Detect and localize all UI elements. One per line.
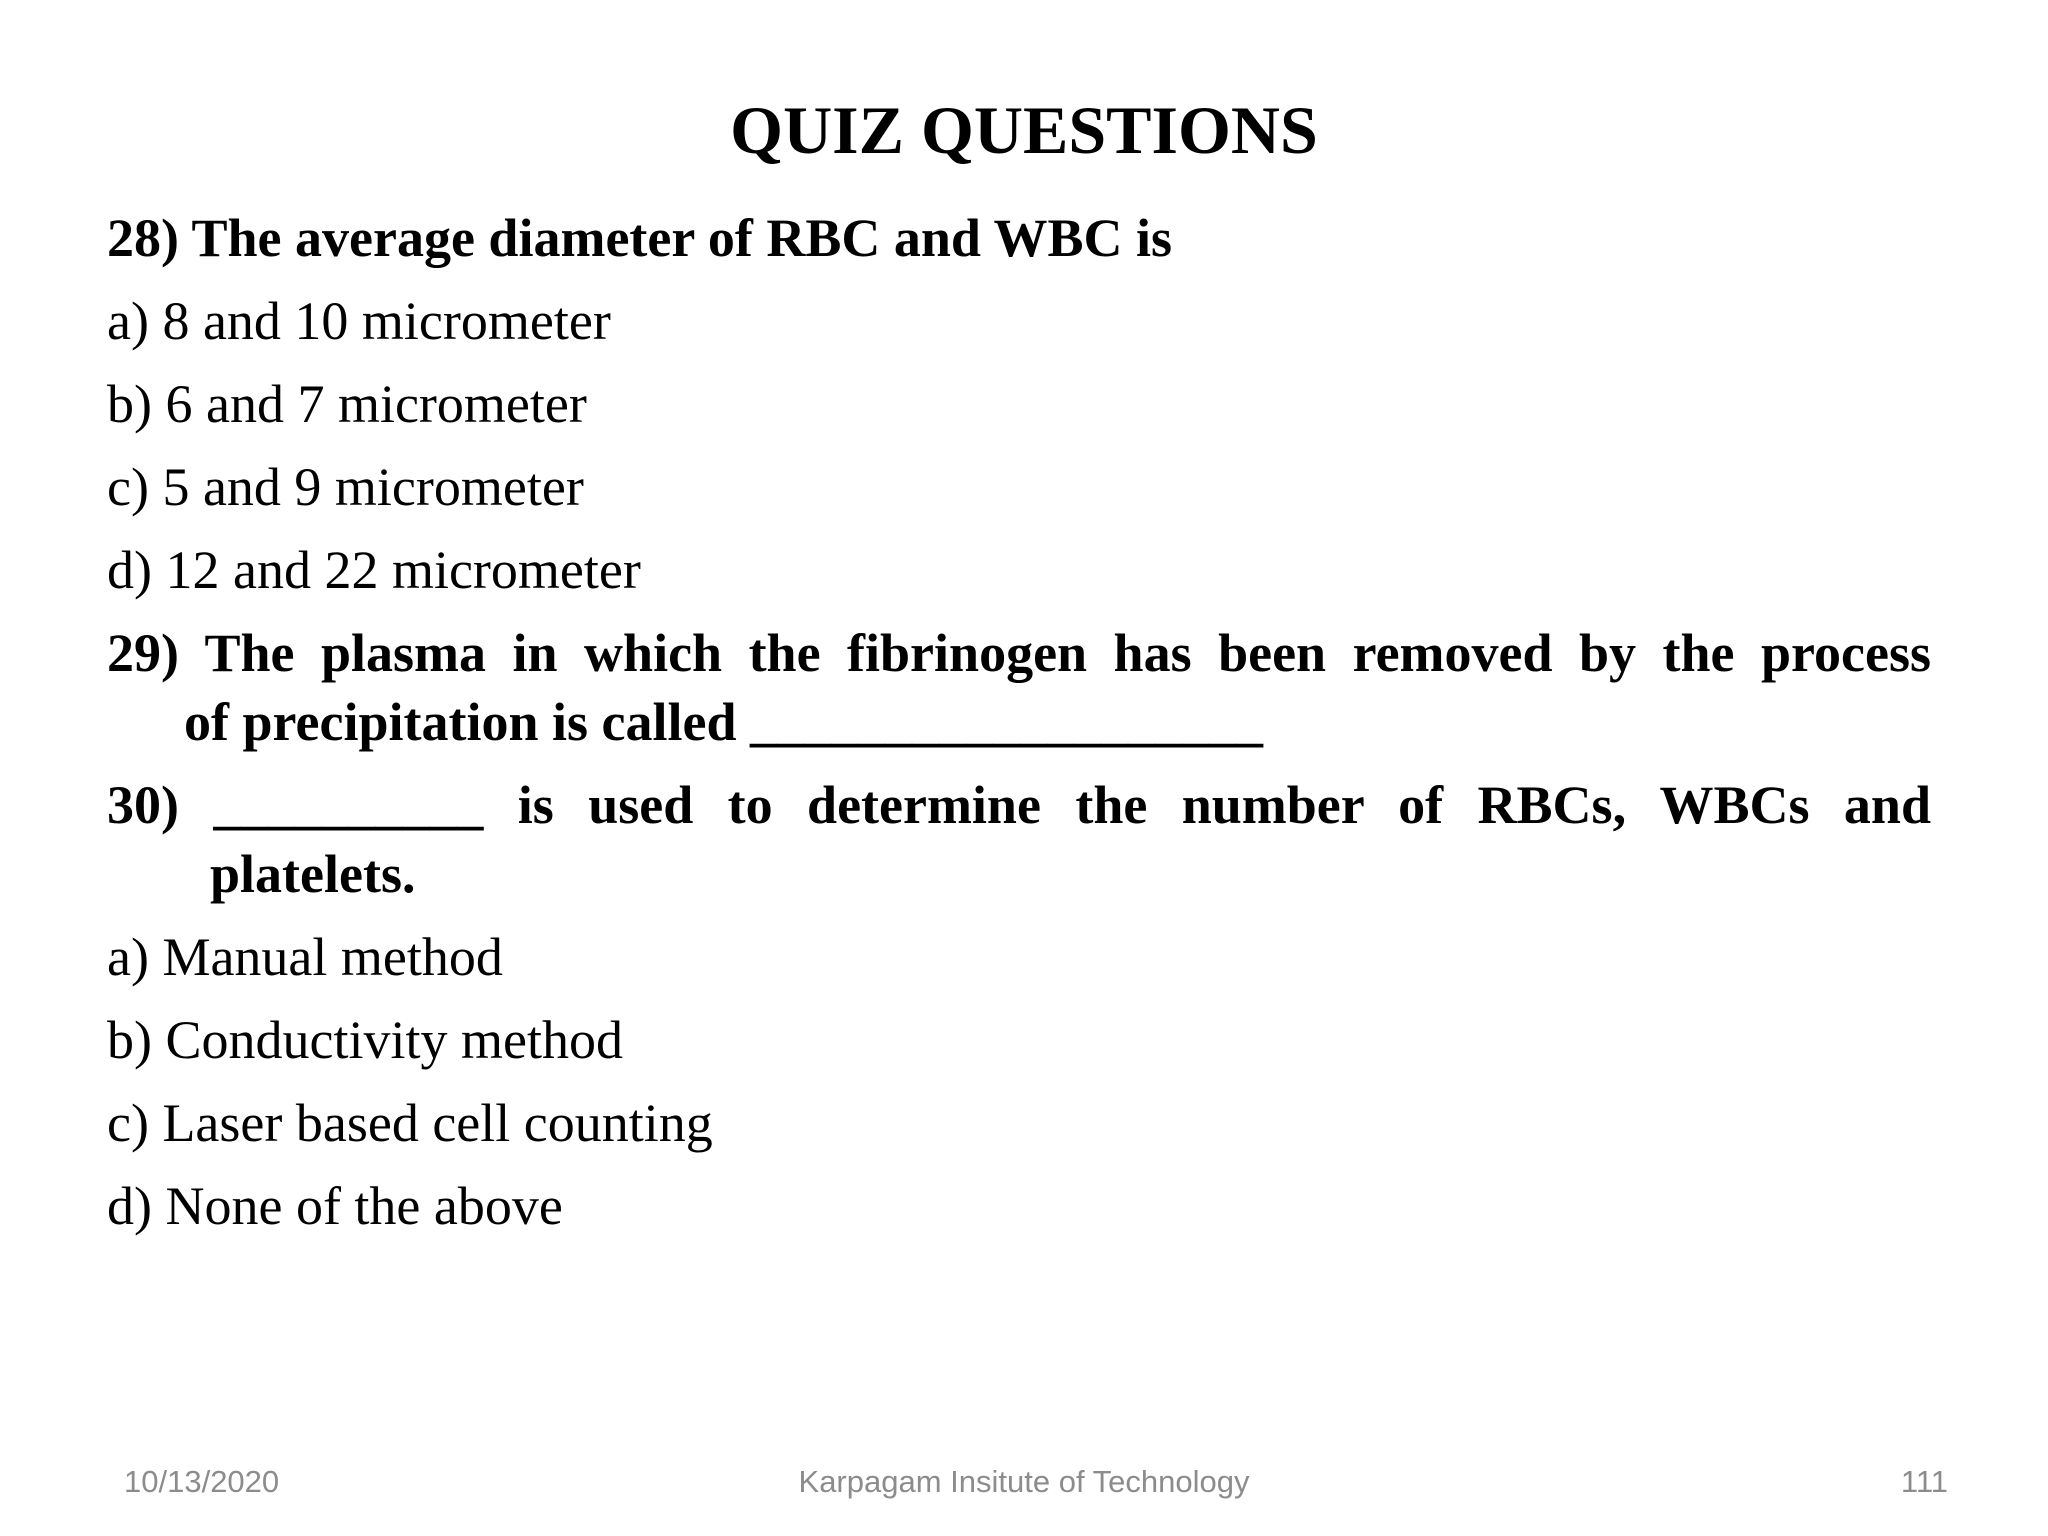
question-30-line-1: 30) __________ is used to determine the number of RBCs, WBCs and	[107, 775, 1931, 835]
q28-option-d: d) 12 and 22 micrometer	[107, 540, 641, 600]
q30-option-c: c) Laser based cell counting	[107, 1093, 713, 1153]
q30-option-b: b) Conductivity method	[107, 1010, 623, 1070]
question-29-line-1: 29) The plasma in which the fibrinogen has been removed by the process	[107, 623, 1931, 683]
footer-page-number: 111	[1900, 1464, 1948, 1499]
q28-option-c: c) 5 and 9 micrometer	[107, 457, 584, 517]
footer-institute: Karpagam Insitute of Technology	[798, 1464, 1250, 1499]
question-30-line-2: platelets.	[210, 844, 416, 904]
footer-date: 10/13/2020	[124, 1464, 280, 1499]
slide-title: QUIZ QUESTIONS	[730, 92, 1318, 168]
question-28: 28) The average diameter of RBC and WBC is	[107, 208, 1172, 268]
q30-option-d: d) None of the above	[107, 1176, 563, 1236]
question-29-line-2: of precipitation is called ___________________	[184, 692, 1263, 752]
q28-option-a: a) 8 and 10 micrometer	[107, 291, 611, 351]
q28-option-b: b) 6 and 7 micrometer	[107, 374, 587, 434]
q30-option-a: a) Manual method	[107, 927, 503, 987]
